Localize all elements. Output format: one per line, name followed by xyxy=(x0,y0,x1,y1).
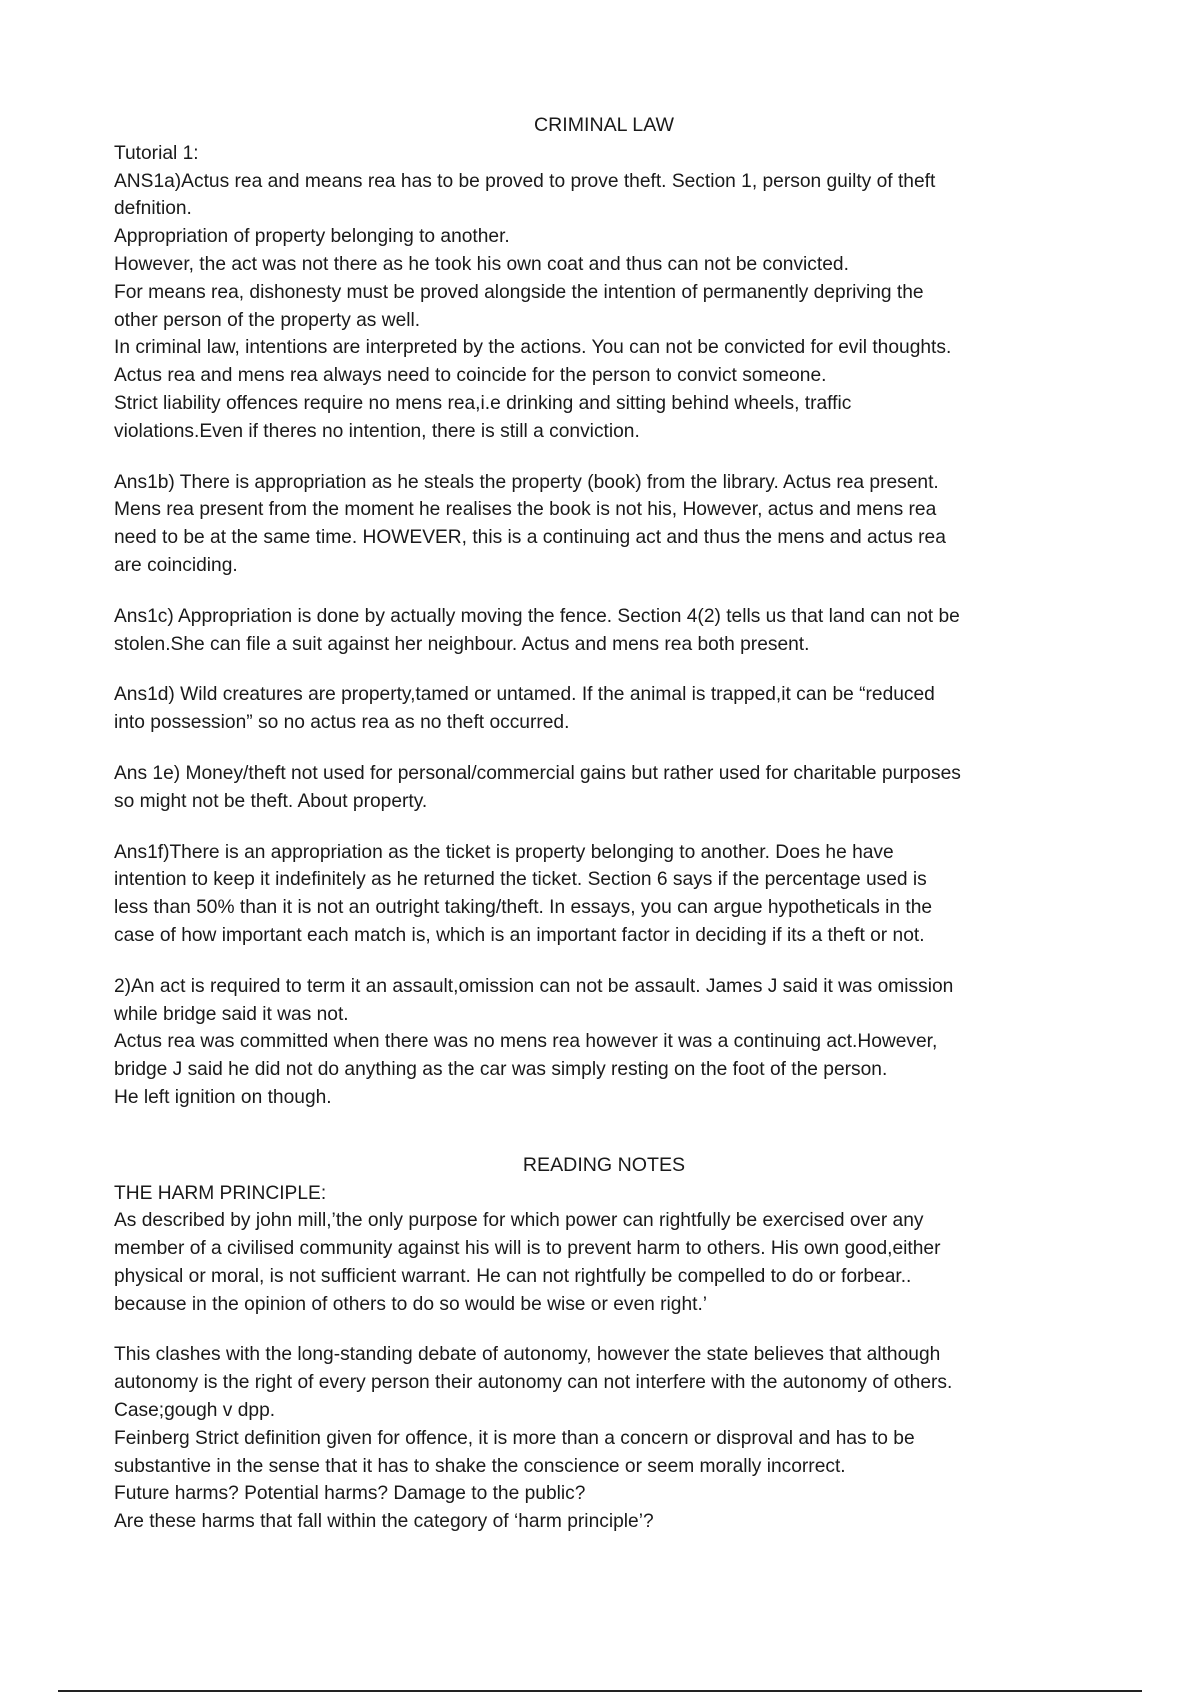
text-line: stolen.She can file a suit against her neighbour. Actus and mens rea both present. xyxy=(114,633,810,655)
text-line: so might not be theft. About property. xyxy=(114,790,428,812)
text-line: Ans1f)There is an appropriation as the ticket is property belonging to another. Does he have xyxy=(114,841,894,863)
answer-2 xyxy=(114,973,1094,1112)
text-line: need to be at the same time. HOWEVER, this is a continuing act and thus the mens and actus rea xyxy=(114,527,946,549)
text-line: because in the opinion of others to do so would be wise or even right.’ xyxy=(114,1293,708,1315)
text-line: Appropriation of property belonging to another. xyxy=(114,226,510,248)
harm-notes xyxy=(114,1341,1094,1536)
text-line: physical or moral, is not sufficient warrant. He can not rightfully be compelled to do or forbear.. xyxy=(114,1265,912,1287)
answer-1f xyxy=(114,839,1094,950)
text-line: into possession” so no actus rea as no theft occurred. xyxy=(114,712,570,734)
text-line: As described by john mill,’the only purpose for which power can rightfully be exercised over any xyxy=(114,1210,924,1232)
text-line: For means rea, dishonesty must be proved alongside the intention of permanently depriving the xyxy=(114,281,924,303)
text-line: substantive in the sense that it has to shake the conscience or seem morally incorrect. xyxy=(114,1455,846,1477)
page-title: CRIMINAL LAW xyxy=(533,114,675,136)
footer-rule xyxy=(58,1690,1142,1692)
text-line: while bridge said it was not. xyxy=(114,1003,349,1025)
text-line: Strict liability offences require no mens rea,i.e drinking and sitting behind wheels, traffic xyxy=(114,392,852,414)
text-line: Ans 1e) Money/theft not used for personal/commercial gains but rather used for charitable purposes xyxy=(114,762,961,784)
text-line: Mens rea present from the moment he realises the book is not his, However, actus and mens rea xyxy=(114,499,937,521)
text-line: Feinberg Strict definition given for offence, it is more than a concern or disproval and has to be xyxy=(114,1427,915,1449)
text-line: This clashes with the long-standing debate of autonomy, however the state believes that although xyxy=(114,1344,941,1366)
answer-1b xyxy=(114,469,1094,580)
text-line: Actus rea was committed when there was no mens rea however it was a continuing act.However, xyxy=(114,1031,938,1053)
text-line: Case;gough v dpp. xyxy=(114,1400,276,1422)
text-line: Ans1d) Wild creatures are property,tamed or untamed. If the animal is trapped,it can be “reduced xyxy=(114,684,935,706)
text-line: Are these harms that fall within the category of ‘harm principle’? xyxy=(114,1511,654,1533)
text-line: violations.Even if theres no intention, there is still a conviction. xyxy=(114,420,640,442)
text-line: Ans1c) Appropriation is done by actually moving the fence. Section 4(2) tells us that land can not be xyxy=(114,605,960,627)
text-line: He left ignition on though. xyxy=(114,1086,332,1108)
text-line: bridge J said he did not do anything as the car was simply resting on the foot of the person. xyxy=(114,1059,888,1081)
reading-notes-title: READING NOTES xyxy=(522,1153,686,1176)
text-line: case of how important each match is, which is an important factor in deciding if its a theft or not. xyxy=(114,924,925,946)
tutorial-label: Tutorial 1: xyxy=(114,142,199,164)
harm-quote xyxy=(114,1207,1094,1318)
text-line: intention to keep it indefinitely as he returned the ticket. Section 6 says if the percentage used is xyxy=(114,869,927,891)
text-line: are coinciding. xyxy=(114,554,238,576)
answer-1e xyxy=(114,760,1094,816)
text-line: In criminal law, intentions are interpreted by the actions. You can not be convicted for evil thoughts. xyxy=(114,337,952,359)
text-line: 2)An act is required to term it an assault,omission can not be assault. James J said it was omission xyxy=(114,975,954,997)
harm-principle-label: THE HARM PRINCIPLE: xyxy=(114,1182,327,1204)
document-page xyxy=(114,112,1094,1536)
answer-1a xyxy=(114,168,1094,446)
text-line: member of a civilised community against his will is to prevent harm to others. His own good,either xyxy=(114,1238,941,1260)
text-line: autonomy is the right of every person their autonomy can not interfere with the autonomy of others. xyxy=(114,1372,953,1394)
answer-1c xyxy=(114,603,1094,659)
text-line: Future harms? Potential harms? Damage to the public? xyxy=(114,1483,586,1505)
text-line: Ans1b) There is appropriation as he steals the property (book) from the library. Actus rea present. xyxy=(114,471,939,493)
text-line: Actus rea and mens rea always need to coincide for the person to convict someone. xyxy=(114,365,827,387)
text-line: less than 50% than it is not an outright taking/theft. In essays, you can argue hypotheticals in the xyxy=(114,897,933,919)
text-line: other person of the property as well. xyxy=(114,309,421,331)
text-line: ANS1a)Actus rea and means rea has to be proved to prove theft. Section 1, person guilty of theft xyxy=(114,170,936,192)
text-line: defnition. xyxy=(114,198,192,220)
answer-1d xyxy=(114,681,1094,737)
text-line: However, the act was not there as he took his own coat and thus can not be convicted. xyxy=(114,253,849,275)
